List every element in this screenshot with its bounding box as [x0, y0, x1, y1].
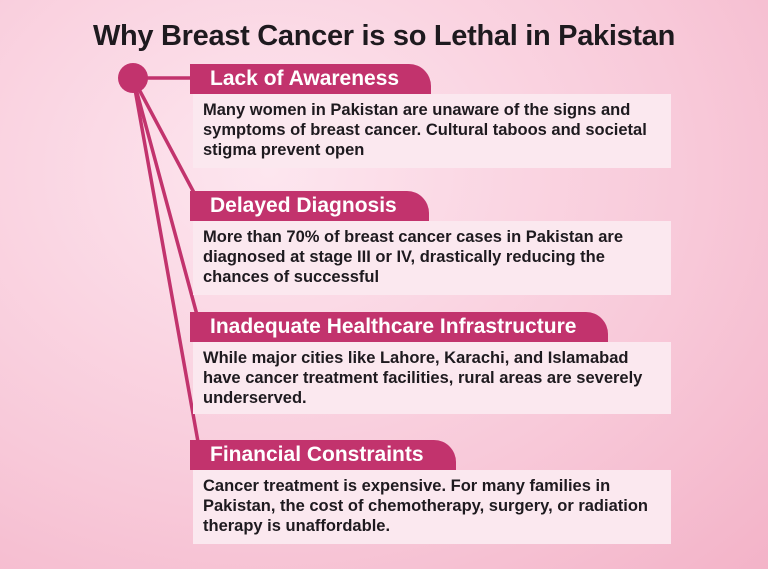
connector-line-4	[133, 78, 200, 453]
page-title: Why Breast Cancer is so Lethal in Pakistan	[92, 20, 676, 52]
connector-hub-dot	[118, 63, 148, 93]
section-heading-inadequate-healthcare-infrastructure: Inadequate Healthcare Infrastructure	[190, 312, 608, 342]
section-body-delayed-diagnosis: More than 70% of breast cancer cases in Pakistan are diagnosed at stage III or IV, drastically reducing the chances of successful	[193, 221, 671, 295]
section-body-lack-of-awareness: Many women in Pakistan are unaware of the signs and symptoms of breast cancer. Cultural taboos and societal stigma prevent open	[193, 94, 671, 168]
section-heading-delayed-diagnosis: Delayed Diagnosis	[190, 191, 429, 221]
section-heading-lack-of-awareness: Lack of Awareness	[190, 64, 431, 94]
section-body-inadequate-healthcare-infrastructure: While major cities like Lahore, Karachi, and Islamabad have cancer treatment facilities, rural areas are severely underserved.	[193, 342, 671, 414]
section-heading-financial-constraints: Financial Constraints	[190, 440, 456, 470]
section-body-financial-constraints: Cancer treatment is expensive. For many families in Pakistan, the cost of chemotherapy, surgery, or radiation therapy is unaffordable.	[193, 470, 671, 544]
